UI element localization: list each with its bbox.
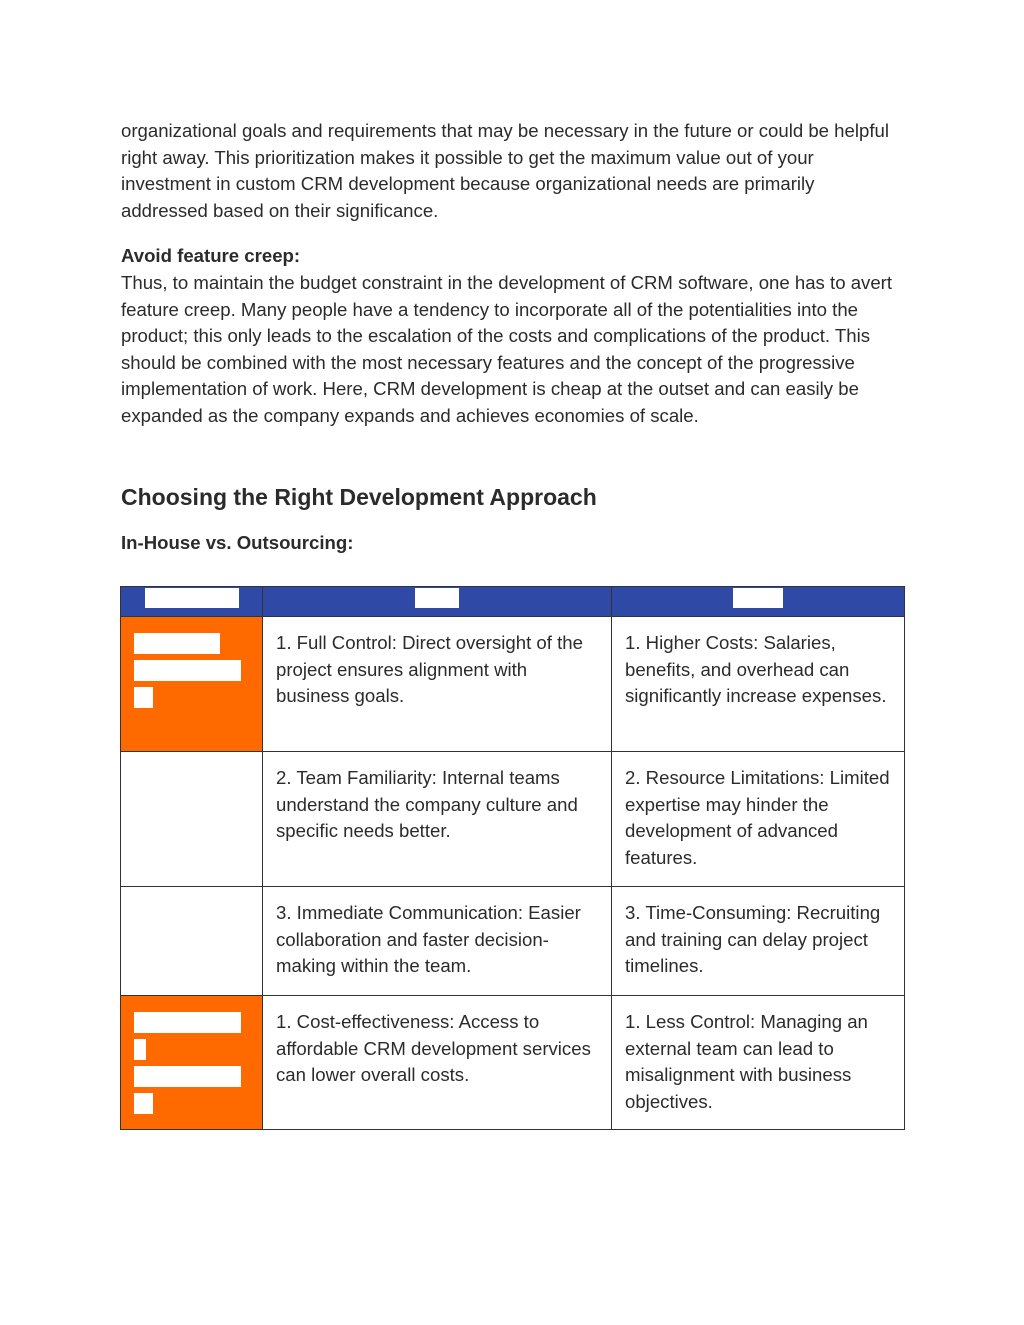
table-row (121, 996, 905, 1130)
row-label-in-house (121, 617, 263, 752)
table-header-row (121, 587, 905, 617)
row-label-empty (121, 752, 263, 887)
feature-creep-heading: Avoid feature creep: (121, 245, 301, 267)
intro-paragraph: organizational goals and requirements that may be necessary in the future or could be helpful right away. This prioritization makes it possible to get the maximum value out of your investment in custom CRM development because organizational needs are primarily addressed based on their significance. (121, 120, 889, 221)
comparison-table (120, 586, 905, 1130)
redacted-label-bar (134, 660, 241, 681)
header-cell-approach (121, 587, 263, 617)
section-subtitle: In-House vs. Outsourcing: (121, 531, 354, 553)
con-cell: 1. Less Control: Managing an external team can lead to misalignment with business objectives. (612, 996, 905, 1130)
pro-cell: 1. Full Control: Direct oversight of the project ensures alignment with business goals. (263, 617, 612, 752)
row-label-empty (121, 887, 263, 996)
con-cell: 1. Higher Costs: Salaries, benefits, and overhead can significantly increase expenses. (612, 617, 905, 752)
pro-cell: 3. Immediate Communication: Easier collaboration and faster decision-making within the team. (263, 887, 612, 996)
table-row (121, 752, 905, 887)
table-row (121, 887, 905, 996)
table-row (121, 617, 905, 752)
header-cell-cons (612, 587, 905, 617)
pro-cell: 1. Cost-effectiveness: Access to affordable CRM development services can lower overall costs. (263, 996, 612, 1130)
redacted-label-bar (134, 1012, 241, 1033)
section-title: Choosing the Right Development Approach (121, 483, 597, 510)
con-cell: 2. Resource Limitations: Limited expertise may hinder the development of advanced features. (612, 752, 905, 887)
pro-cell: 2. Team Familiarity: Internal teams understand the company culture and specific needs better. (263, 752, 612, 887)
redacted-label-bar (134, 633, 220, 654)
redacted-header-label (415, 588, 459, 608)
redacted-label-bar (134, 1066, 241, 1087)
redacted-header-label (733, 588, 783, 608)
row-label-outsourcing (121, 996, 263, 1130)
redacted-label-bar (134, 1039, 146, 1060)
document-body (121, 118, 905, 556)
con-cell: 3. Time-Consuming: Recruiting and training can delay project timelines. (612, 887, 905, 996)
redacted-label-bar (134, 687, 153, 708)
redacted-header-label (145, 588, 239, 608)
header-cell-pros (263, 587, 612, 617)
feature-creep-paragraph: Thus, to maintain the budget constraint in the development of CRM software, one has to avert feature creep. Many people have a tendency to incorporate all of the potentialities into the product; this only leads to the escalation of the costs and complications of the product. This should be combined with the most necessary features and the concept of the progressive implementation of work. Here, CRM development is cheap at the outset and can easily be expanded as the company expands and achieves economies of scale. (121, 271, 893, 426)
redacted-label-bar (134, 1093, 153, 1114)
